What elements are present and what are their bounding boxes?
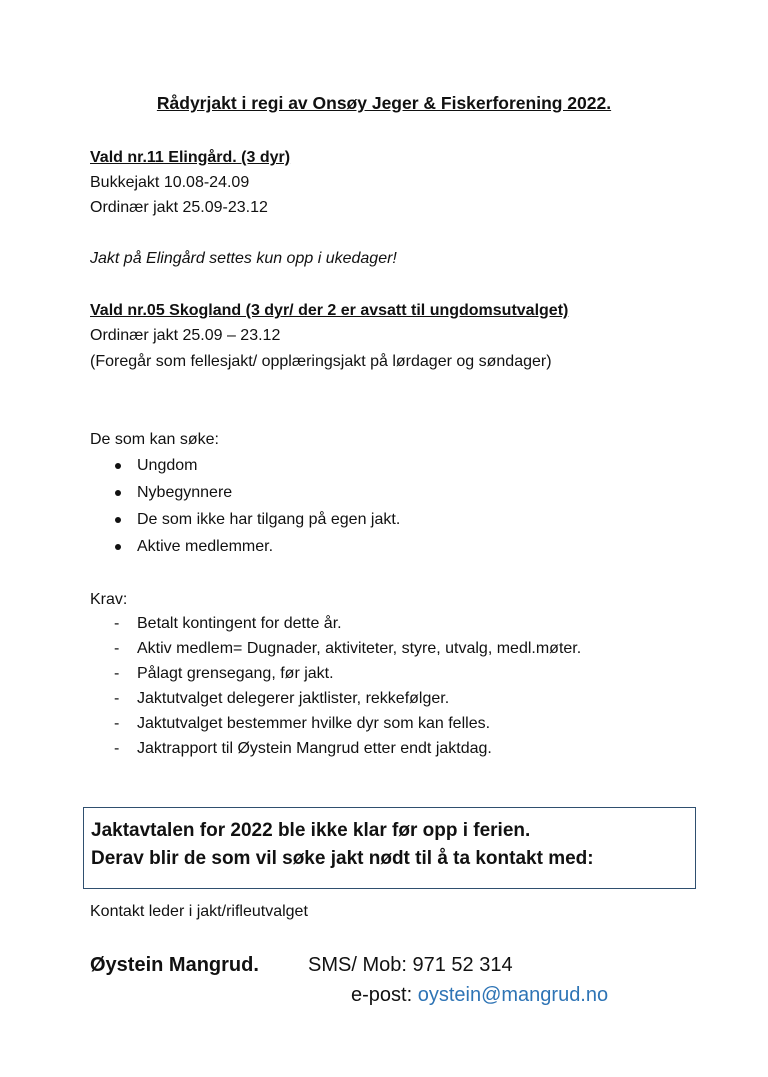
dash-icon: - [114,690,120,707]
vald05-line-fellesjakt: (Foregår som fellesjakt/ opplæringsjakt på lørdager og søndager) [90,353,552,370]
notice-line-1: Jaktavtalen for 2022 ble ikke klar før opp i ferien. [91,820,531,841]
requirements-label: Krav: [90,591,128,608]
dash-icon: - [114,615,120,632]
list-item-text: Aktive medlemmer. [137,538,274,555]
bullet-icon [115,463,121,469]
bullet-icon [115,517,121,523]
bullet-icon [115,544,121,550]
list-item-text: Pålagt grensegang, før jakt. [137,665,334,682]
list-item-text: Betalt kontingent for dette år. [137,615,342,632]
vald11-line-ordinaer: Ordinær jakt 25.09-23.12 [90,199,268,216]
bullet-icon [115,490,121,496]
contact-email-line [351,982,608,1008]
notice-box [83,807,696,889]
vald05-heading: Vald nr.05 Skogland (3 dyr/ der 2 er avsatt til ungdomsutvalget) [90,302,569,319]
list-item-text: Jaktutvalget bestemmer hvilke dyr som kan felles. [137,715,491,732]
contact-intro: Kontakt leder i jakt/rifleutvalget [90,903,308,920]
vald05-line-ordinaer: Ordinær jakt 25.09 – 23.12 [90,327,281,344]
applicants-label: De som kan søke: [90,431,219,448]
list-item-text: Aktiv medlem= Dugnader, aktiviteter, styre, utvalg, medl.møter. [137,640,582,657]
dash-icon: - [114,715,120,732]
list-item-text: De som ikke har tilgang på egen jakt. [137,511,401,528]
page-title: Rådyrjakt i regi av Onsøy Jeger & Fiskerforening 2022. [156,93,612,113]
list-item-text: Jaktutvalget delegerer jaktlister, rekkefølger. [137,690,450,707]
vald11-note: Jakt på Elingård settes kun opp i ukedager! [90,250,397,267]
contact-name: Øystein Mangrud. [90,954,259,976]
list-item-text: Ungdom [137,457,198,474]
email-link[interactable]: oystein@mangrud.no [417,984,609,1006]
list-item-text: Nybegynnere [137,484,233,501]
dash-icon: - [114,740,120,757]
vald11-heading: Vald nr.11 Elingård. (3 dyr) [90,149,291,166]
dash-icon: - [114,640,120,657]
notice-line-2: Derav blir de som vil søke jakt nødt til å ta kontakt med: [91,848,594,869]
list-item-text: Jaktrapport til Øystein Mangrud etter endt jaktdag. [137,740,492,757]
dash-icon: - [114,665,120,682]
vald11-line-bukkejakt: Bukkejakt 10.08-24.09 [90,174,250,191]
email-label: e-post: [351,984,418,1006]
contact-phone: SMS/ Mob: 971 52 314 [308,954,513,976]
